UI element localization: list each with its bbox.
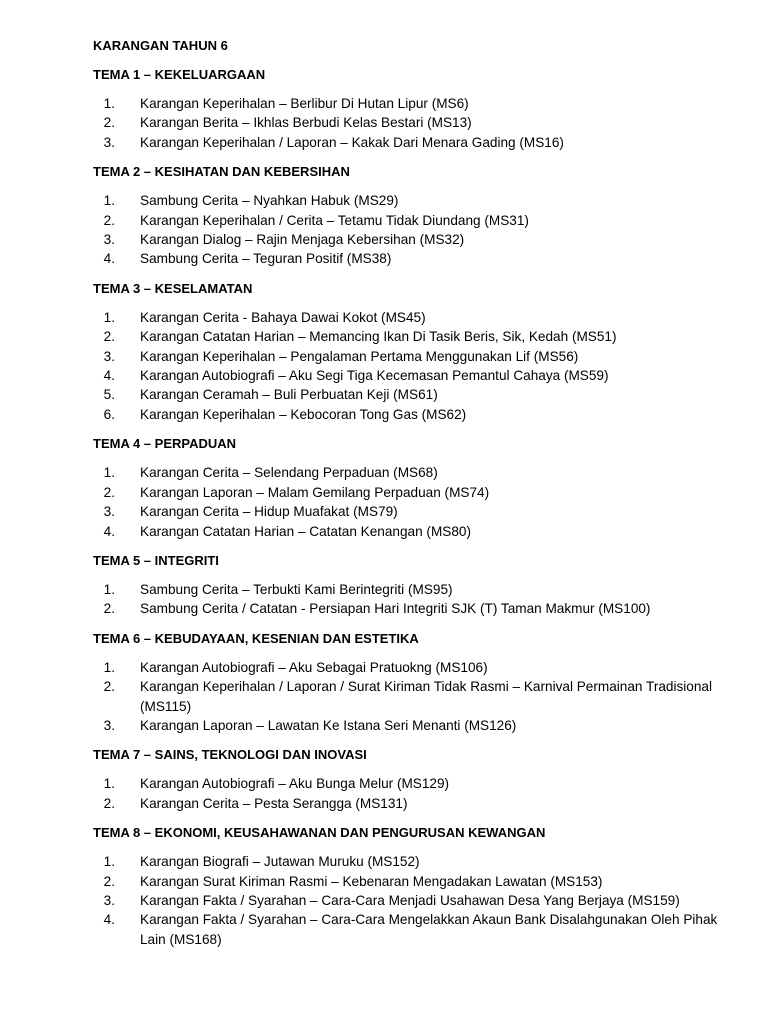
list-item [93,211,733,230]
list-item-number: 4. [103,251,115,267]
list-item-text: Karangan Autobiografi – Aku Bunga Melur (MS129) [140,776,450,792]
list-item-text: Sambung Cerita – Terbukti Kami Berintegriti (MS95) [140,581,453,597]
list-item-number: 1. [103,581,115,597]
list-item-text: Karangan Keperihalan / Cerita – Tetamu Tidak Diundang (MS31) [140,212,529,228]
list-item [93,463,733,482]
list-item [93,483,733,502]
tema-section [93,629,733,736]
list-item-number: 2. [103,484,115,500]
list-item-text: Karangan Keperihalan / Laporan / Surat Kiriman Tidak Rasmi – Karnival Permainan Tradisional (MS115) [140,679,712,714]
list-item-number: 2. [103,212,115,228]
tema-section [93,279,733,424]
list-item-number: 3. [103,348,115,364]
tema-heading: TEMA 4 – PERPADUAN [93,436,237,452]
karangan-list [93,580,733,619]
tema-section [93,745,733,813]
list-item-text: Karangan Cerita – Selendang Perpaduan (MS68) [140,465,438,481]
list-item-text: Karangan Cerita – Pesta Serangga (MS131) [140,795,408,811]
list-item [93,910,733,949]
list-item-text: Karangan Laporan – Lawatan Ke Istana Seri Menanti (MS126) [140,717,517,733]
list-item [93,347,733,366]
list-item-number: 4. [103,368,115,384]
sections-container [93,65,733,949]
list-item [93,327,733,346]
karangan-list [93,308,733,424]
list-item-number: 4. [103,523,115,539]
list-item [93,872,733,891]
list-item-text: Karangan Catatan Harian – Catatan Kenangan (MS80) [140,523,471,539]
list-item-number: 2. [103,679,115,695]
list-item-text: Karangan Laporan – Malam Gemilang Perpaduan (MS74) [140,484,490,500]
list-item-number: 5. [103,387,115,403]
list-item-number: 1. [103,96,115,111]
list-item [93,191,733,210]
list-item-number: 1. [103,659,115,675]
list-item [93,230,733,249]
document-title: KARANGAN TAHUN 6 [93,38,228,53]
list-item [93,891,733,910]
list-item [93,94,733,113]
list-item [93,599,733,618]
list-item [93,113,733,132]
tema-section [93,162,733,269]
list-item-text: Karangan Dialog – Rajin Menjaga Kebersihan (MS32) [140,232,465,248]
karangan-list [93,463,733,541]
list-item-number: 6. [103,406,115,422]
list-item-text: Karangan Cerita – Hidup Muafakat (MS79) [140,504,398,520]
tema-heading: TEMA 6 – KEBUDAYAAN, KESENIAN DAN ESTETIKA [93,630,419,646]
karangan-list [93,852,733,949]
list-item [93,308,733,327]
tema-heading: TEMA 5 – INTEGRITI [93,552,219,568]
tema-section [93,823,733,949]
list-item [93,774,733,793]
list-item [93,249,733,268]
list-item [93,794,733,813]
list-item [93,677,733,716]
list-item-number: 1. [103,309,115,325]
tema-heading: TEMA 2 – KESIHATAN DAN KEBERSIHAN [93,164,350,180]
list-item [93,133,733,152]
list-item-text: Karangan Autobiografi – Aku Segi Tiga Kecemasan Pemantul Cahaya (MS59) [140,368,609,384]
list-item-number: 2. [103,115,115,131]
list-item-text: Karangan Cerita - Bahaya Dawai Kokot (MS45) [140,309,426,325]
list-item-number: 1. [103,465,115,481]
list-item-number: 1. [103,854,115,870]
document-page [93,36,733,959]
list-item-text: Sambung Cerita – Teguran Positif (MS38) [140,251,392,267]
list-item-number: 2. [103,601,115,617]
list-item-number: 3. [103,717,115,733]
list-item [93,366,733,385]
list-item-number: 1. [103,193,115,209]
list-item-number: 3. [103,892,115,908]
list-item-text: Karangan Autobiografi – Aku Sebagai Pratuokng (MS106) [140,659,488,675]
karangan-list [93,191,733,269]
list-item-text: Karangan Keperihalan – Pengalaman Pertama Menggunakan Lif (MS56) [140,348,579,364]
tema-heading: TEMA 7 – SAINS, TEKNOLOGI DAN INOVASI [93,747,367,763]
list-item-text: Sambung Cerita – Nyahkan Habuk (MS29) [140,193,399,209]
karangan-list [93,774,733,813]
karangan-list [93,658,733,736]
list-item [93,658,733,677]
list-item-text: Karangan Ceramah – Buli Perbuatan Keji (MS61) [140,387,438,403]
list-item-text: Karangan Keperihalan – Berlibur Di Hutan Lipur (MS6) [140,96,469,111]
list-item-number: 2. [103,873,115,889]
list-item [93,502,733,521]
list-item-number: 3. [103,232,115,248]
list-item-text: Karangan Berita – Ikhlas Berbudi Kelas Bestari (MS13) [140,115,472,131]
list-item [93,852,733,871]
list-item-text: Karangan Surat Kiriman Rasmi – Kebenaran Mengadakan Lawatan (MS153) [140,873,603,889]
list-item-number: 1. [103,776,115,792]
list-item-text: Karangan Fakta / Syarahan – Cara-Cara Mengelakkan Akaun Bank Disalahgunakan Oleh Pihak Lain (MS168) [140,912,718,947]
tema-heading: TEMA 1 – KEKELUARGAAN [93,67,266,82]
list-item-number: 3. [103,134,115,150]
list-item-text: Karangan Catatan Harian – Memancing Ikan Di Tasik Beris, Sik, Kedah (MS51) [140,329,617,345]
tema-section [93,434,733,541]
tema-section [93,65,733,152]
list-item-text: Karangan Fakta / Syarahan – Cara-Cara Menjadi Usahawan Desa Yang Berjaya (MS159) [140,892,680,908]
list-item-text: Karangan Keperihalan – Kebocoran Tong Gas (MS62) [140,406,467,422]
tema-heading: TEMA 8 – EKONOMI, KEUSAHAWANAN DAN PENGURUSAN KEWANGAN [93,825,546,841]
list-item-number: 2. [103,795,115,811]
list-item [93,522,733,541]
list-item [93,580,733,599]
karangan-list [93,94,733,152]
tema-section [93,551,733,619]
list-item-number: 2. [103,329,115,345]
list-item-number: 3. [103,504,115,520]
list-item [93,385,733,404]
list-item [93,716,733,735]
tema-heading: TEMA 3 – KESELAMATAN [93,280,253,296]
list-item-number: 4. [103,912,115,928]
list-item-text: Sambung Cerita / Catatan - Persiapan Hari Integriti SJK (T) Taman Makmur (MS100) [140,601,651,617]
list-item [93,405,733,424]
list-item-text: Karangan Keperihalan / Laporan – Kakak Dari Menara Gading (MS16) [140,134,564,150]
list-item-text: Karangan Biografi – Jutawan Muruku (MS152) [140,854,420,870]
